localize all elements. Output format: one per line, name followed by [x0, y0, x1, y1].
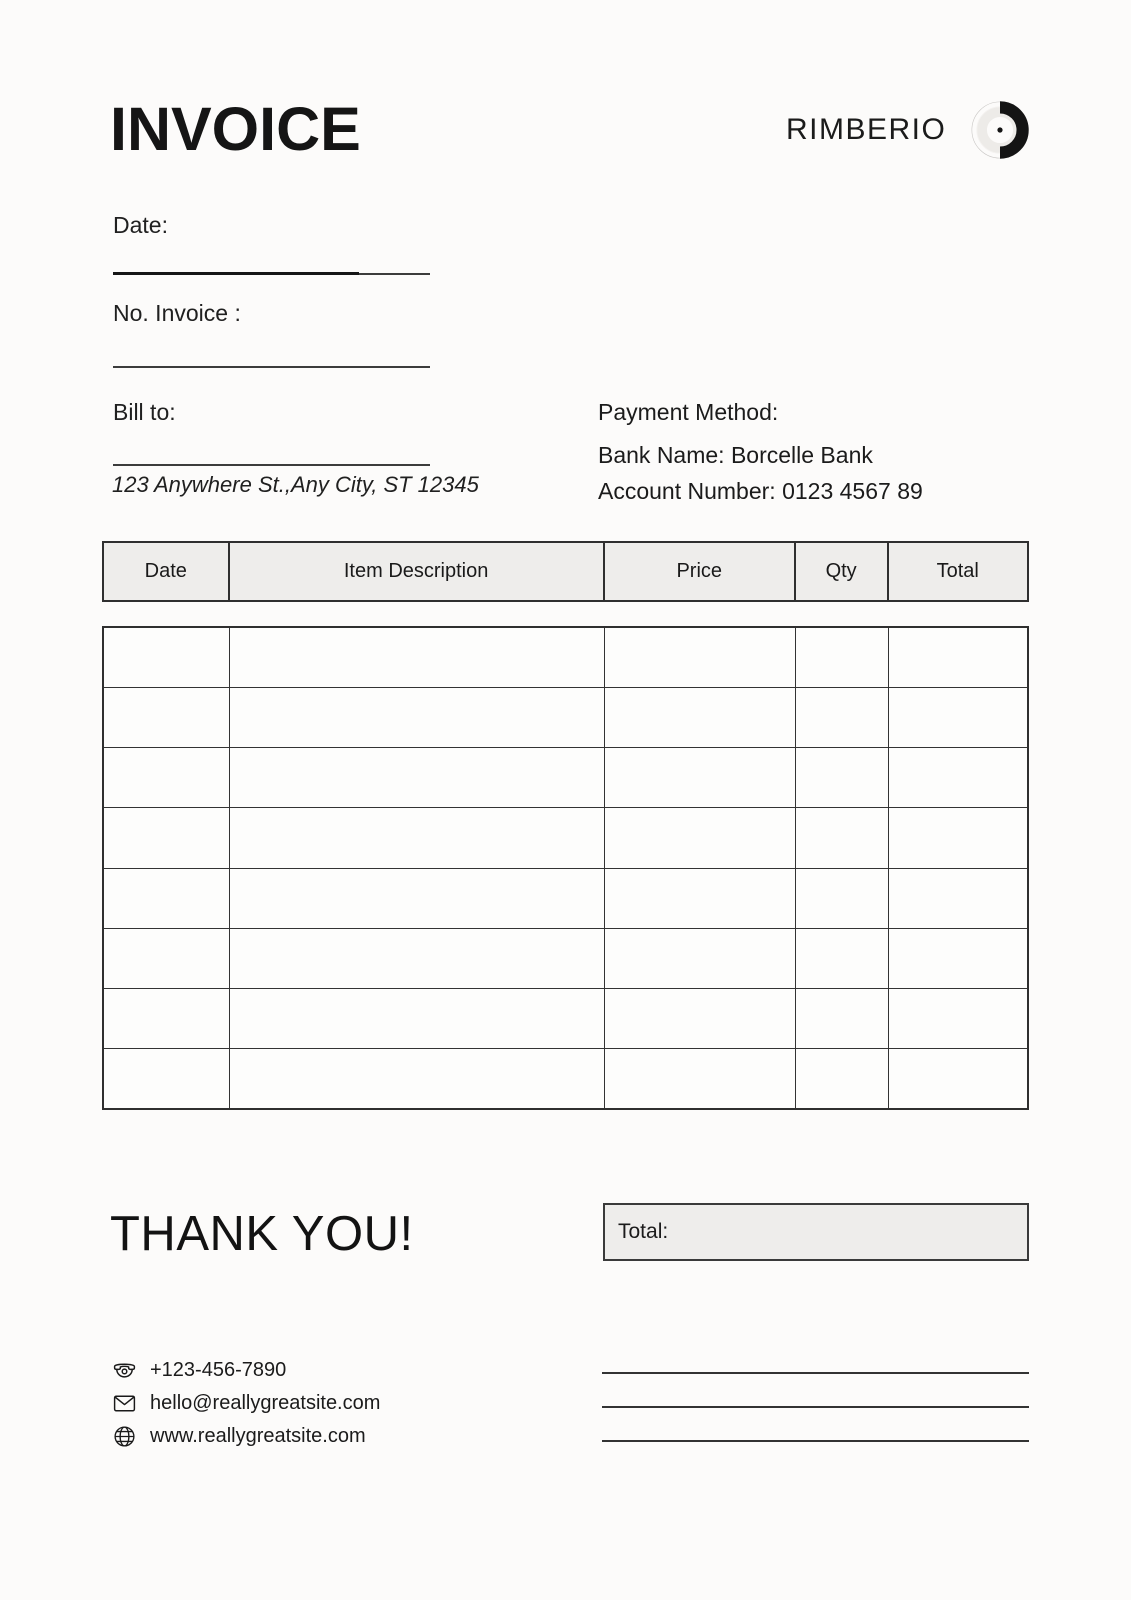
table-row: [104, 628, 1027, 688]
table-cell: [605, 748, 796, 807]
table-cell: [605, 688, 796, 747]
table-row: [104, 808, 1027, 868]
table-cell: [230, 628, 605, 687]
table-cell: [889, 628, 1028, 687]
brand-logo-icon: [971, 101, 1029, 159]
table-cell: [605, 808, 796, 867]
table-row: [104, 989, 1027, 1049]
table-row: [104, 929, 1027, 989]
table-cell: [605, 1049, 796, 1108]
contact-email-row: [112, 1391, 380, 1415]
page-title: INVOICE: [110, 95, 361, 163]
bill-to-fill-line: [113, 464, 430, 466]
signature-line: [602, 1440, 1029, 1442]
table-cell: [104, 808, 230, 867]
table-cell: [605, 628, 796, 687]
contact-website: www.reallygreatsite.com: [150, 1424, 366, 1447]
bank-name: Bank Name: Borcelle Bank: [598, 442, 873, 468]
items-table-header: [102, 541, 1029, 602]
invoice-number-fill-line: [113, 366, 430, 368]
table-cell: [889, 869, 1028, 928]
table-cell: [104, 688, 230, 747]
table-cell: [889, 989, 1028, 1048]
contact-website-row: [112, 1424, 380, 1448]
total-label: Total:: [618, 1220, 669, 1243]
table-cell: [796, 1049, 889, 1108]
bill-to-address: 123 Anywhere St.,Any City, ST 12345: [112, 472, 479, 497]
table-cell: [230, 929, 605, 988]
date-label: Date:: [113, 212, 168, 238]
table-cell: [104, 929, 230, 988]
table-cell: [230, 808, 605, 867]
items-table-body: [102, 626, 1029, 1110]
table-cell: [104, 628, 230, 687]
signature-line: [602, 1406, 1029, 1408]
brand-name: RIMBERIO: [786, 113, 947, 146]
table-cell: [230, 1049, 605, 1108]
date-fill-line-bold-segment: [113, 272, 359, 275]
table-cell: [796, 628, 889, 687]
signature-lines: [602, 1372, 1029, 1474]
account-number: Account Number: 0123 4567 89: [598, 478, 923, 504]
contact-phone: +123-456-7890: [150, 1358, 287, 1381]
table-cell: [230, 748, 605, 807]
table-cell: [796, 929, 889, 988]
table-cell: [889, 808, 1028, 867]
table-row: [104, 748, 1027, 808]
invoice-number-label: No. Invoice :: [113, 300, 241, 326]
table-row: [104, 1049, 1027, 1108]
contact-block: [112, 1358, 380, 1448]
thank-you-text: THANK YOU!: [110, 1207, 414, 1261]
table-cell: [796, 688, 889, 747]
column-header-item-description: Item Description: [230, 543, 605, 600]
table-cell: [230, 869, 605, 928]
table-row: [104, 869, 1027, 929]
table-cell: [796, 989, 889, 1048]
table-cell: [796, 869, 889, 928]
table-cell: [104, 1049, 230, 1108]
column-header-total: Total: [936, 560, 979, 582]
column-header-date: Date: [104, 543, 230, 600]
table-cell: [230, 989, 605, 1048]
table-cell: [104, 989, 230, 1048]
table-cell: [104, 748, 230, 807]
column-header-qty: Qty: [796, 543, 889, 600]
table-row: [104, 688, 1027, 748]
table-cell: [796, 748, 889, 807]
table-cell: [889, 748, 1028, 807]
total-box: [603, 1203, 1029, 1261]
table-cell: [889, 1049, 1028, 1108]
contact-phone-row: [112, 1358, 380, 1382]
table-cell: [605, 929, 796, 988]
table-cell: [889, 929, 1028, 988]
payment-method-heading: Payment Method:: [598, 399, 779, 425]
brand: [786, 100, 1029, 160]
column-header-price: Price: [605, 543, 796, 600]
phone-icon: [112, 1358, 137, 1383]
signature-line: [602, 1372, 1029, 1374]
table-cell: [889, 688, 1028, 747]
table-cell: [104, 869, 230, 928]
globe-icon: [112, 1424, 137, 1449]
table-cell: [230, 688, 605, 747]
table-cell: [605, 869, 796, 928]
contact-email: hello@reallygreatsite.com: [150, 1391, 381, 1414]
table-cell: [796, 808, 889, 867]
bill-to-label: Bill to:: [113, 399, 176, 425]
table-cell: [605, 989, 796, 1048]
envelope-icon: [112, 1391, 137, 1416]
payment-method-block: [598, 399, 1018, 514]
